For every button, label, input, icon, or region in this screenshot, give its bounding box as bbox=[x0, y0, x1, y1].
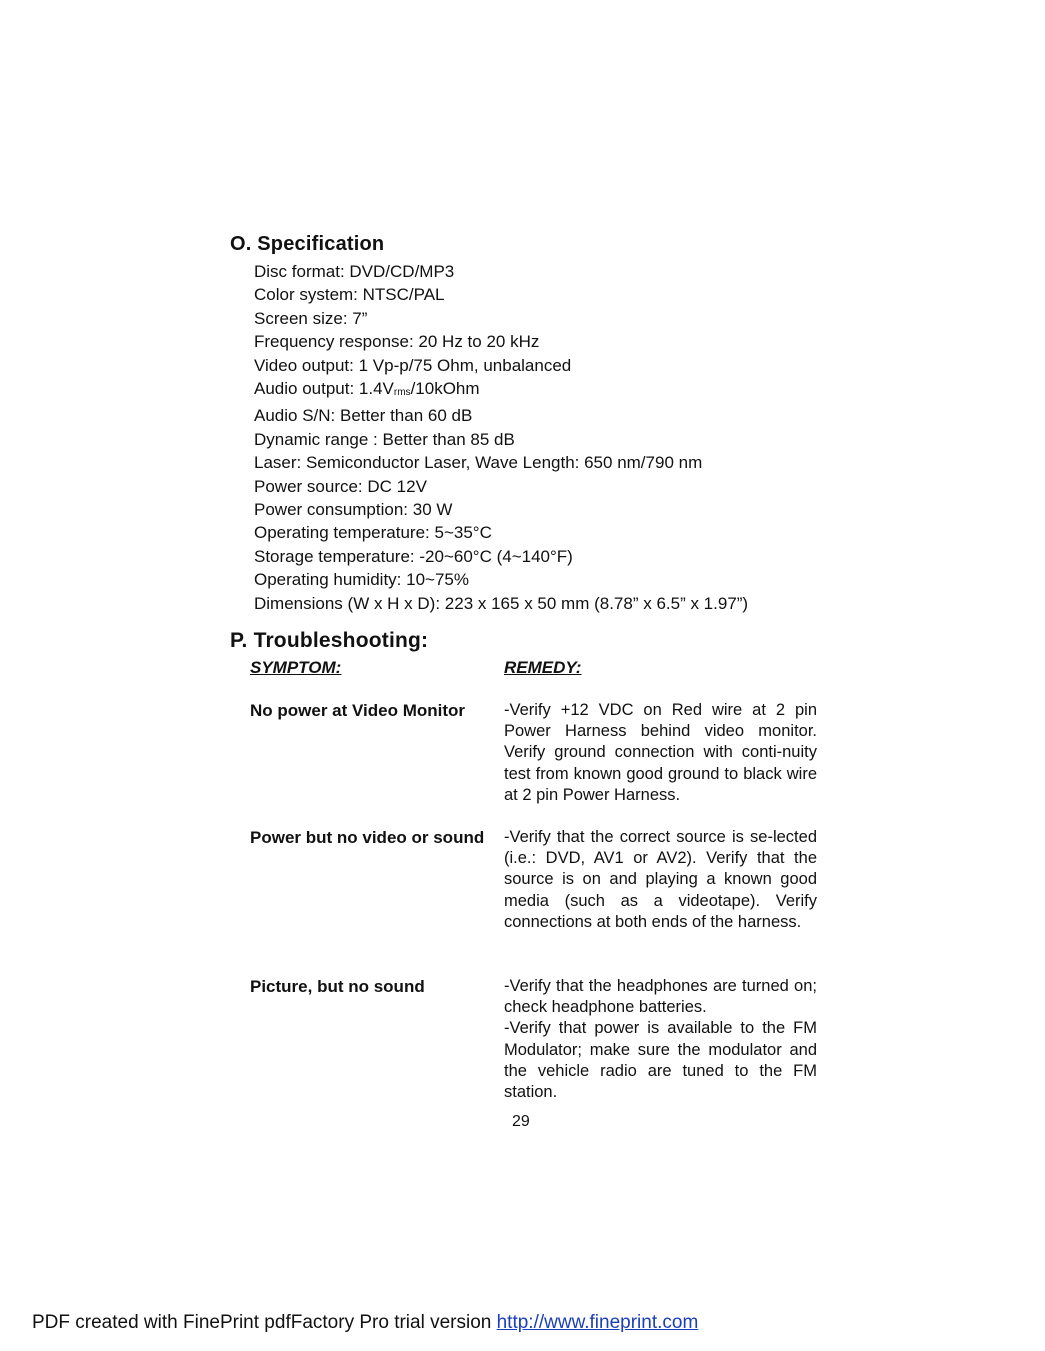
spec-item: Disc format: DVD/CD/MP3 bbox=[254, 262, 455, 281]
troubleshooting-heading: P. Troubleshooting: bbox=[230, 629, 429, 652]
spec-item: Dynamic range : Better than 85 dB bbox=[254, 429, 515, 449]
spec-item: Power consumption: 30 W bbox=[254, 500, 453, 520]
audio-output-prefix: Audio output: 1.4V bbox=[254, 379, 394, 399]
remedy-text bbox=[504, 827, 817, 933]
remedy-text bbox=[504, 976, 817, 1103]
page-number: 29 bbox=[512, 1113, 530, 1130]
spec-item-audio-output bbox=[254, 377, 748, 404]
audio-output-suffix: /10kOhm bbox=[410, 379, 480, 399]
remedy-paragraph: -Verify that the correct source is se-lected (i.e.: DVD, AV1 or AV2). Verify that the source is on and playing a known good media (such as a videotape). Verify connections at both ends of the harness. bbox=[504, 828, 817, 931]
spec-item: Screen size: 7” bbox=[254, 308, 368, 328]
remedy-column-header: REMEDY: bbox=[504, 658, 582, 677]
footer-text: PDF created with FinePrint pdfFactory Pro trial version bbox=[32, 1312, 497, 1333]
specification-heading: O. Specification bbox=[230, 233, 385, 255]
footer-link[interactable]: http://www.fineprint.com bbox=[496, 1312, 699, 1333]
spec-item: Laser: Semiconductor Laser, Wave Length: 650 nm/790 nm bbox=[254, 453, 703, 473]
remedy-paragraph: -Verify that power is available to the FM Modulator; make sure the modulator and the vehicle radio are tuned to the FM station. bbox=[504, 1019, 817, 1102]
spec-item: Operating humidity: 10~75% bbox=[254, 570, 469, 590]
specification-list bbox=[254, 260, 748, 615]
spec-item: Dimensions (W x H x D): 223 x 165 x 50 mm (8.78” x 6.5” x 1.97”) bbox=[254, 593, 749, 613]
spec-item: Audio S/N: Better than 60 dB bbox=[254, 406, 473, 426]
symptom-text: No power at Video Monitor bbox=[250, 701, 466, 720]
pdf-footer bbox=[32, 1312, 698, 1334]
remedy-paragraph: -Verify that the headphones are turned on; check headphone batteries. bbox=[504, 977, 817, 1017]
symptom-text: Picture, but no sound bbox=[250, 977, 425, 996]
remedy-paragraph: -Verify +12 VDC on Red wire at 2 pin Power Harness behind video monitor. Verify ground connection with conti-nuity test from known good ground to black wire at 2 pin Power Harness. bbox=[504, 701, 817, 804]
spec-item: Storage temperature: -20~60°C (4~140°F) bbox=[254, 546, 573, 566]
spec-item: Color system: NTSC/PAL bbox=[254, 285, 445, 305]
spec-item: Frequency response: 20 Hz to 20 kHz bbox=[254, 332, 540, 352]
audio-output-subscript: rms bbox=[393, 387, 411, 399]
symptom-text: Power but no video or sound bbox=[250, 828, 485, 847]
remedy-text bbox=[504, 700, 817, 806]
symptom-column-header: SYMPTOM: bbox=[250, 658, 342, 677]
spec-item: Operating temperature: 5~35°C bbox=[254, 523, 492, 543]
spec-item: Video output: 1 Vp-p/75 Ohm, unbalanced bbox=[254, 355, 572, 375]
spec-item: Power source: DC 12V bbox=[254, 476, 427, 496]
